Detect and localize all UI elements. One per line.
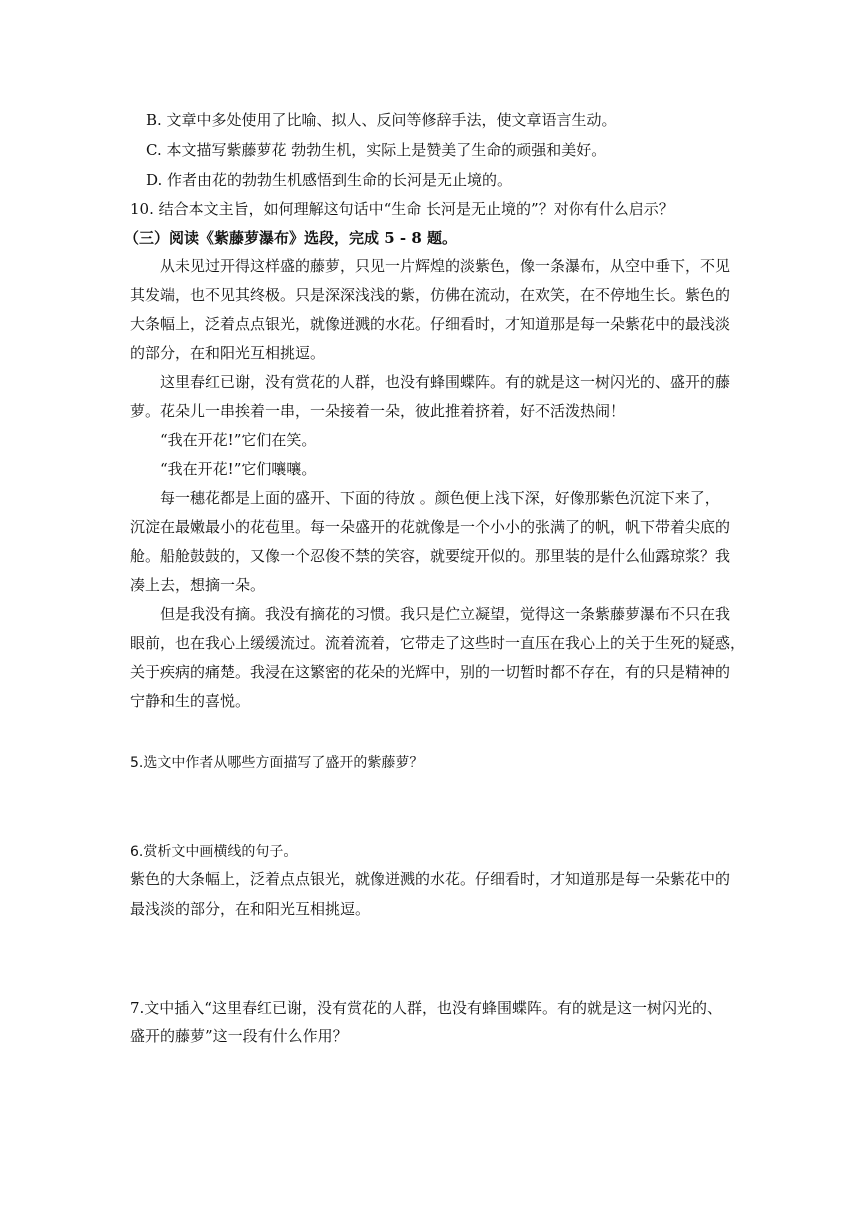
- question-7: 7.文中插入“这里春红已谢，没有赏花的人群，也没有蜂围蝶阵。有的就是这一树闪光的、: [130, 999, 722, 1017]
- question-10: 10. 结合本文主旨，如何理解这句话中“生命 长河是无止境的”？对你有什么启示？: [130, 200, 674, 218]
- section-3-heading: （三）阅读《紫藤萝瀑布》选段，完成 5 - 8 题。: [124, 229, 457, 247]
- question-6-sentence: 紫色的大条幅上，泛着点点银光，就像迸溅的水花。仔细看时，才知道那是每一朵紫花中的: [130, 870, 731, 888]
- question-7: 盛开的藤萝”这一段有什么作用？: [130, 1027, 348, 1045]
- option-d: D. 作者由花的勃勃生机感悟到生命的长河是无止境的。: [146, 171, 513, 189]
- question-6-sentence: 最浅淡的部分，在和阳光互相挑逗。: [130, 900, 371, 918]
- question-6-prompt: 6.赏析文中画横线的句子。: [130, 844, 298, 860]
- option-b: B. 文章中多处使用了比喻、拟人、反问等修辞手法，使文章语言生动。: [146, 111, 617, 129]
- passage-line: 凑上去，想摘一朵。: [130, 576, 266, 594]
- passage-line: 关于疾病的痛楚。我浸在这繁密的花朵的光辉中，别的一切暂时都不存在，有的只是精神的: [130, 663, 731, 681]
- passage-line: 的部分，在和阳光互相挑逗。: [130, 344, 326, 362]
- passage-line: 宁静和生的喜悦。: [130, 692, 251, 710]
- passage-line: 其发端，也不见其终极。只是深深浅浅的紫，仿佛在流动，在欢笑，在不停地生长。紫色的: [130, 286, 731, 304]
- passage-line: 这里春红已谢，没有赏花的人群，也没有蜂围蝶阵。有的就是这一树闪光的、盛开的藤: [160, 373, 731, 391]
- question-5: 5.选文中作者从哪些方面描写了盛开的紫藤萝？: [130, 755, 424, 771]
- passage-line: 每一穗花都是上面的盛开、下面的待放 。颜色便上浅下深，好像那紫色沉淀下来了，: [160, 489, 720, 507]
- passage-line: 舱。船舱鼓鼓的，又像一个忍俊不禁的笑容，就要绽开似的。那里装的是什么仙露琼浆？我: [130, 547, 731, 565]
- passage-line: 但是我没有摘。我没有摘花的习惯。我只是伫立凝望，觉得这一条紫藤萝瀑布不只在我: [160, 605, 731, 623]
- passage-line: 眼前，也在我心上缓缓流过。流着流着，它带走了这些时一直压在我心上的关于生死的疑惑，: [130, 634, 746, 652]
- passage-line: 沉淀在最嫩最小的花苞里。每一朵盛开的花就像是一个小小的张满了的帆，帆下带着尖底的: [130, 518, 731, 536]
- passage-line: “我在开花!”它们在笑。: [160, 431, 317, 449]
- passage-line: 萝。花朵儿一串挨着一串，一朵接着一朵，彼此推着挤着，好不活泼热闹！: [130, 402, 626, 420]
- passage-line: 大条幅上，泛着点点银光，就像迸溅的水花。仔细看时，才知道那是每一朵紫花中的最浅淡: [130, 315, 731, 333]
- passage-line: “我在开花!”它们嚷嚷。: [160, 460, 317, 478]
- option-c: C. 本文描写紫藤萝花 勃勃生机，实际上是赞美了生命的顽强和美好。: [146, 141, 607, 159]
- passage-line: 从未见过开得这样盛的藤萝，只见一片辉煌的淡紫色，像一条瀑布，从空中垂下，不见: [160, 257, 731, 275]
